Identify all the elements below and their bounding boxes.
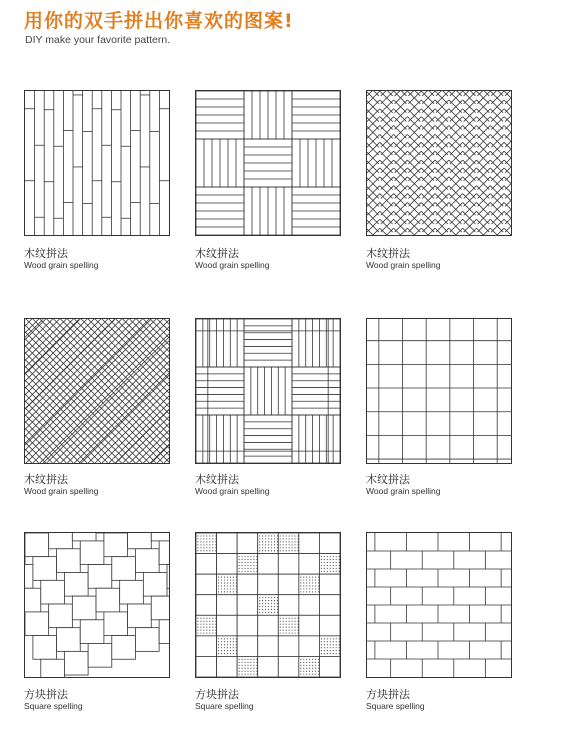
pattern-name-en: Square spelling <box>195 701 254 711</box>
pattern-name-en: Wood grain spelling <box>366 260 441 270</box>
pattern-name-zh: 木纹拼法 <box>366 247 410 260</box>
pattern-name-en: Wood grain spelling <box>195 486 270 496</box>
pattern-name-zh: 方块拼法 <box>24 688 68 701</box>
pattern-name-zh: 木纹拼法 <box>24 247 68 260</box>
pattern-tile-diagonal-weave[interactable] <box>24 318 170 464</box>
pattern-tile-basketweave-framed[interactable] <box>195 318 341 464</box>
pattern-name-en: Square spelling <box>366 701 425 711</box>
pattern-tile-basketweave[interactable] <box>195 90 341 236</box>
pattern-tile-checker-dotted[interactable] <box>195 532 341 678</box>
pattern-name-en: Wood grain spelling <box>24 260 99 270</box>
pattern-name-en: Square spelling <box>24 701 83 711</box>
pattern-name-en: Wood grain spelling <box>195 260 270 270</box>
pattern-name-en: Wood grain spelling <box>24 486 99 496</box>
pattern-tile-herringbone[interactable] <box>366 90 512 236</box>
pattern-name-zh: 方块拼法 <box>366 688 410 701</box>
page-title: 用你的双手拼出你喜欢的图案! <box>24 10 294 32</box>
pattern-name-en: Wood grain spelling <box>366 486 441 496</box>
pattern-name-zh: 方块拼法 <box>195 688 239 701</box>
pattern-name-zh: 木纹拼法 <box>366 473 410 486</box>
pattern-name-zh: 木纹拼法 <box>195 247 239 260</box>
pattern-tile-pinwheel[interactable] <box>24 532 170 678</box>
pattern-name-zh: 木纹拼法 <box>195 473 239 486</box>
pattern-tile-grid[interactable] <box>366 318 512 464</box>
pattern-tile-running-bond[interactable] <box>366 532 512 678</box>
page-subtitle: DIY make your favorite pattern. <box>25 34 171 46</box>
pattern-name-zh: 木纹拼法 <box>24 473 68 486</box>
pattern-tile-staggered-planks[interactable] <box>24 90 170 236</box>
